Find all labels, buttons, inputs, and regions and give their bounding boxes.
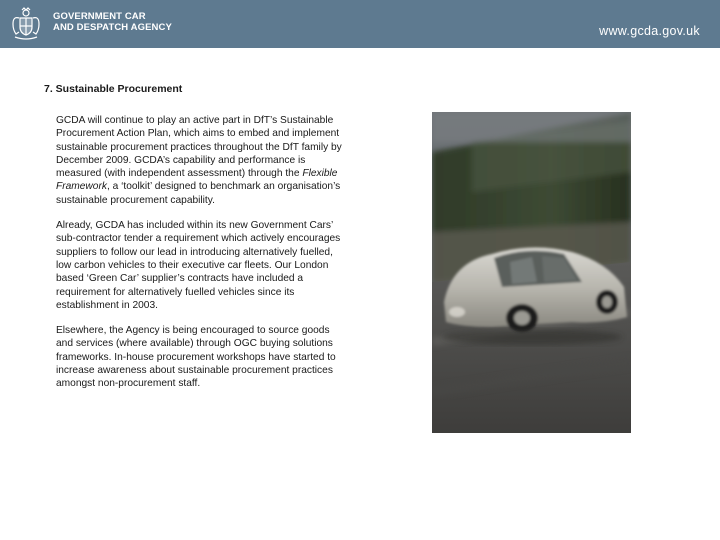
paragraph-1-part1: GCDA will continue to play an active part in DfT’s Sustainable Procurement Action Plan, which aims to embed and implement sustainable procurement practices throughout the DfT family by December 2009. GCDA’s capability and performance is measured (with independent assessment) through the <box>56 115 342 180</box>
car-photo <box>432 112 631 433</box>
section-title: 7. Sustainable Procurement <box>44 83 183 95</box>
paragraph-1 <box>56 114 346 207</box>
paragraph-1-part2: , a ‘toolkit’ designed to benchmark an organisation’s sustainable procurement capability. <box>56 181 341 206</box>
agency-name-line1: GOVERNMENT CAR <box>53 11 146 22</box>
agency-name <box>53 11 172 33</box>
royal-coat-of-arms-icon <box>7 4 45 42</box>
agency-name-line2: AND DESPATCH AGENCY <box>53 22 172 33</box>
site-url: www.gcda.gov.uk <box>599 24 700 38</box>
body-text <box>56 114 346 403</box>
paragraph-2: Already, GCDA has included within its new Government Cars’ sub-contractor tender a requirement which actively encourages suppliers to follow our lead in introducing alternatively fuelled, low carbon vehicles to their executive car fleets. Our London based ‘Green Car’ supplier’s contracts have included a requirement for alternatively fuelled vehicles since its establishment in 2003. <box>56 220 341 311</box>
header-bar <box>0 0 720 48</box>
silver-hybrid-car-in-motion-photo <box>432 112 631 433</box>
paragraph-3: Elsewhere, the Agency is being encouraged to source goods and services (where available) through OGC buying solutions frameworks. In-house procurement workshops have started to increase awareness about sustainable procurement practices amongst non-procurement staff. <box>56 325 336 390</box>
paragraph-1-emphasis: Flexible Framework <box>56 168 338 193</box>
